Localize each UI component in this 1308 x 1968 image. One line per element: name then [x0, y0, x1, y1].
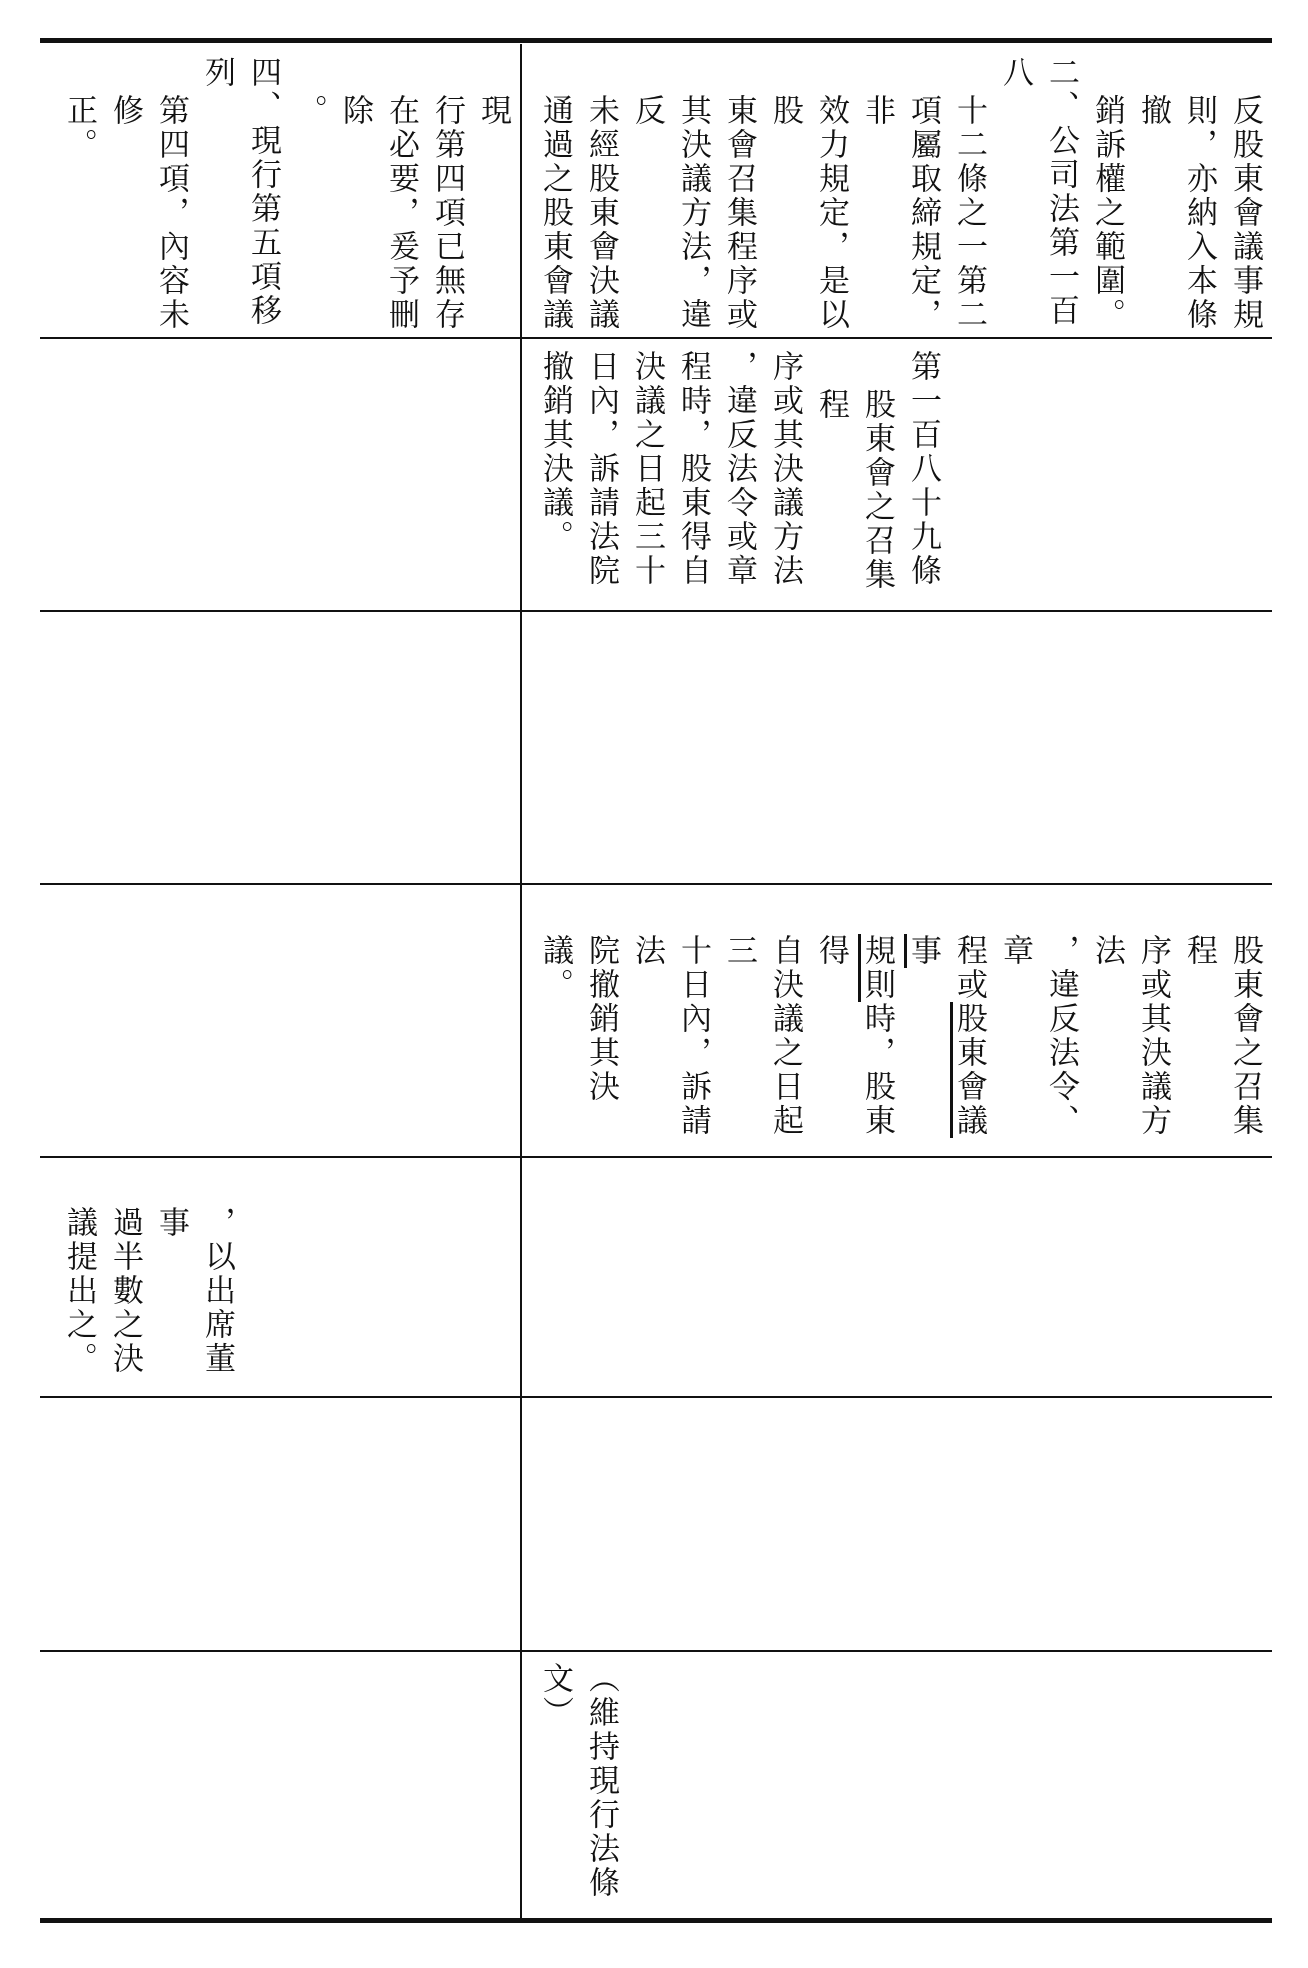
text-line: ，違反法令、章: [997, 934, 1079, 1138]
text-line: 序或其決議方法: [1089, 934, 1171, 1138]
text-line: 二、公司法第一百八: [997, 56, 1079, 328]
text-line: 項屬取締規定，非: [859, 94, 941, 332]
bottom-border: [40, 1918, 1272, 1923]
column-divider: [520, 44, 522, 1922]
right-row2-cell: [532, 350, 1270, 605]
top-border: [40, 38, 1272, 43]
text-line: 。: [291, 94, 327, 128]
right-row7-cell: [532, 1662, 1270, 1914]
text-line: 銷訴權之範圍。: [1089, 94, 1125, 332]
row-divider: [40, 610, 1272, 612]
text-span: 時，股東得: [813, 934, 895, 1138]
text-line: 股東會之召集程: [813, 388, 895, 592]
text-line: 十日內，訴請法: [629, 934, 711, 1138]
row-divider: [40, 337, 1272, 339]
text-line: 通過之股東會議: [537, 94, 573, 332]
left-row5-text: [56, 1168, 240, 1392]
underlined-insertion: 股東會議事: [905, 934, 987, 1138]
right-row2-text: [532, 350, 946, 605]
left-row1-text: [56, 56, 516, 332]
text-line: 決議之日起三十: [629, 350, 665, 588]
text-line: 則，亦納入本條撤: [1135, 94, 1217, 332]
text-line: 院撤銷其決議。: [537, 934, 619, 1104]
text-line: 效力規定，是以股: [767, 94, 849, 332]
text-line: 東會召集程序或: [721, 94, 757, 332]
text-line: 日內，訴請法院: [583, 350, 619, 588]
row-divider: [40, 883, 1272, 885]
text-line: 在必要，爰予刪除: [337, 94, 419, 332]
article-heading: [1268, 896, 1270, 1151]
text-line: 四、現行第五項移列: [199, 56, 281, 328]
text-line: 十二條之一第二: [951, 94, 987, 332]
text-line: 撤銷其決議。: [537, 350, 573, 554]
underlined-insertion: 規則: [859, 934, 895, 1002]
row-divider: [40, 1650, 1272, 1652]
right-row4-cell: [532, 896, 1270, 1151]
text-line: 現: [475, 94, 511, 128]
right-row1-text: [532, 56, 1270, 332]
text-line: 行第四項已無存: [429, 94, 465, 332]
text-line: 過半數之決: [107, 1206, 143, 1376]
left-row1-cell: [56, 56, 516, 332]
text-line: 其決議方法，違反: [629, 94, 711, 332]
text-line: 序或其決議方法: [767, 350, 803, 588]
article-heading: 第一百八十九條: [905, 350, 941, 588]
text-span: 程或: [951, 934, 987, 1002]
text-line: 第四項，內容未修: [107, 94, 189, 332]
right-row1-cell: [532, 56, 1270, 332]
text-line: 程時，股東得自: [675, 350, 711, 588]
left-row5-cell: [56, 1168, 516, 1392]
text-line: [900, 896, 992, 1151]
right-row7-text: [532, 1662, 624, 1914]
row-divider: [40, 1396, 1272, 1398]
text-line: 議提出之。: [61, 1206, 97, 1376]
text-line: 未經股東會決議: [583, 94, 619, 332]
text-line: 正。: [61, 94, 97, 162]
text-line: 反股東會議事規: [1227, 94, 1263, 332]
text-line: [1268, 56, 1270, 332]
row-divider: [40, 1156, 1272, 1158]
text-line: 股東會之召集程: [1181, 934, 1263, 1138]
text-line: ，違反法令或章: [721, 350, 757, 588]
right-row4-text: [532, 896, 1270, 1151]
text-line: ，以出席董事: [153, 1206, 235, 1376]
text-line: 自決議之日起三: [721, 934, 803, 1138]
keep-current-law-note: （維持現行法條文）: [537, 1662, 619, 1900]
text-line: [808, 896, 900, 1151]
